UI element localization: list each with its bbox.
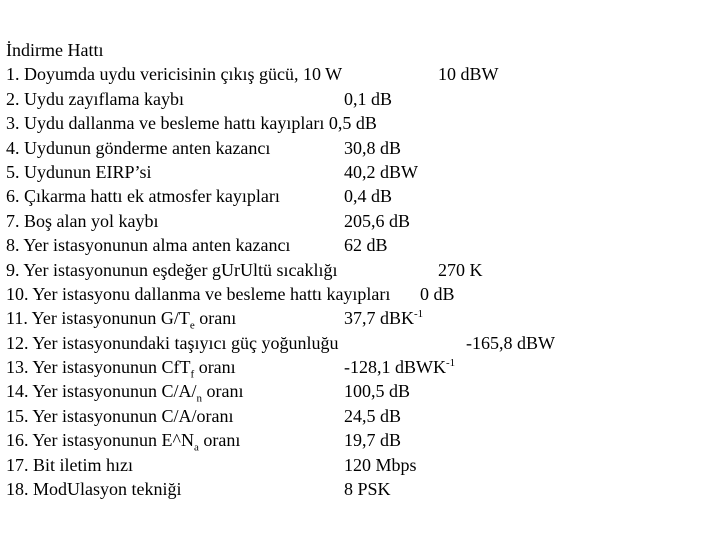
row-5 — [6, 160, 716, 184]
row-14 — [6, 379, 716, 406]
row-3 — [6, 111, 716, 135]
row-8-value: 62 dB — [344, 235, 388, 256]
row-12-label: 12. Yer istasyonundaki taşıyıcı güç yoğunluğu — [6, 332, 339, 353]
row-16 — [6, 428, 716, 452]
row-9 — [6, 258, 716, 282]
row-9-value: 270 K — [438, 259, 483, 280]
row-17 — [6, 453, 716, 477]
row-9-label: 9. Yer istasyonunun eşdeğer gUrUltü sıcaklığı — [6, 259, 338, 280]
row-1 — [6, 62, 716, 86]
row-14-value: 100,5 dB — [344, 381, 411, 402]
row-2-value: 0,1 dB — [344, 88, 393, 109]
row-8 — [6, 233, 716, 257]
row-13-label: 13. Yer istasyonunun CfT$_f$ oranı — [6, 357, 236, 381]
row-1-label: 1. Doyumda uydu vericisinin çıkış gücü, 10 W — [6, 64, 343, 85]
row-10 — [6, 282, 716, 306]
row-5-value: 40,2 dBW — [344, 161, 418, 182]
row-6 — [6, 184, 716, 208]
row-10-value: 0 dB — [420, 283, 455, 304]
row-13-value: -128,1 dBWK$^{-1}$ — [344, 357, 456, 378]
row-16-label: 16. Yer istasyonunun $E\^{}N_a$ oranı — [6, 430, 241, 454]
row-12-value: -165,8 dBW — [466, 332, 555, 353]
row-12 — [6, 331, 716, 355]
row-11 — [6, 306, 716, 330]
row-7 — [6, 209, 716, 233]
row-4 — [6, 136, 716, 160]
row-16-value: 19,7 dB — [344, 430, 402, 451]
row-10-label: 10. Yer istasyonu dallanma ve besleme hattı kayıpları — [6, 283, 391, 304]
row-3-label: 3. Uydu dallanma ve besleme hattı kayıpları 0,5 dB — [6, 113, 377, 134]
row-17-label: 17. Bit iletim hızı — [6, 454, 133, 475]
row-2 — [6, 87, 716, 111]
row-4-value: 30,8 dB — [344, 137, 402, 158]
row-15-label: 15. Yer istasyonunun C/A/oranı — [6, 405, 234, 426]
row-5-label: 5. Uydunun EIRP’si — [6, 161, 152, 182]
title-text: İndirme Hattı — [6, 40, 104, 60]
row-4-label: 4. Uydunun gönderme anten kazancı — [6, 137, 271, 158]
row-1-value: 10 dBW — [438, 64, 499, 85]
row-14-label: 14. Yer istasyonunun $C/A/_n$ oranı — [6, 381, 244, 406]
row-6-value: 0,4 dB — [344, 186, 393, 207]
row-17-value: 120 Mbps — [344, 454, 417, 475]
row-2-label: 2. Uydu zayıflama kaybı — [6, 88, 184, 109]
row-11-value: 37,7 dBK$^{-1}$ — [344, 308, 424, 329]
document-title — [6, 38, 716, 62]
row-7-value: 205,6 dB — [344, 210, 411, 231]
row-18-label: 18. ModUlasyon tekniği — [6, 479, 182, 500]
document-body — [6, 38, 716, 501]
row-18-value: 8 PSK — [344, 479, 391, 500]
row-15 — [6, 404, 716, 428]
row-7-label: 7. Boş alan yol kaybı — [6, 210, 159, 231]
row-6-label: 6. Çıkarma hattı ek atmosfer kayıpları — [6, 186, 280, 207]
row-13 — [6, 355, 716, 379]
row-8-label: 8. Yer istasyonunun alma anten kazancı — [6, 235, 291, 256]
row-11-label: 11. Yer istasyonunun $G/T_e$ oranı — [6, 308, 237, 332]
row-18 — [6, 477, 716, 501]
row-15-value: 24,5 dB — [344, 405, 402, 426]
